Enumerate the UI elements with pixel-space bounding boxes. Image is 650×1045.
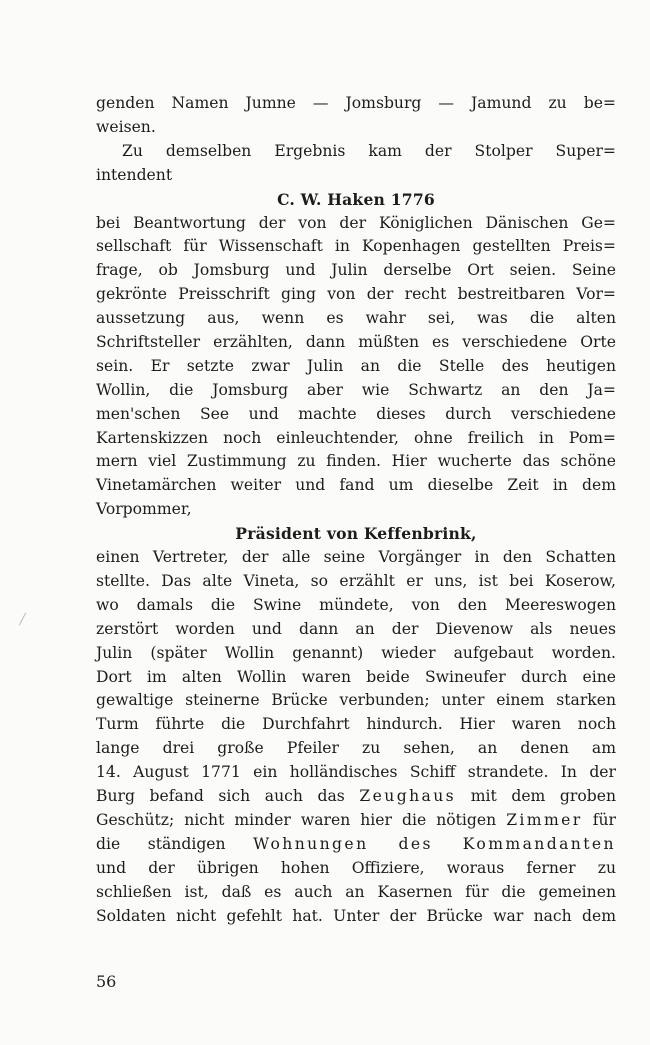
text-line: gewaltige steinerne Brücke verbunden; unter einem starken (96, 691, 616, 710)
text-line: gekrönte Preisschrift ging von der recht bestreitbaren Vor= (96, 285, 616, 304)
text-line: und der übrigen hohen Offiziere, woraus ferner zu (96, 858, 616, 877)
spaced-emphasis: Wohnungen des Kommandanten (253, 834, 616, 853)
text-line: Soldaten nicht gefehlt hat. Unter der Brücke war nach dem (96, 906, 616, 925)
text-line: lange drei große Pfeiler zu sehen, an denen am (96, 739, 616, 758)
text-line (96, 809, 616, 833)
margin-pencil-mark (19, 613, 26, 626)
text-line (96, 833, 616, 857)
page-number: 56 (96, 972, 117, 991)
text-run: Geschütz; nicht minder waren hier die nötigen (96, 810, 497, 829)
text-line: Julin (später Wollin genannt) wieder aufgebaut worden. (96, 643, 616, 662)
text-line: zerstört worden und dann an der Dievenow als neues (96, 619, 616, 638)
text-line: Zu demselben Ergebnis kam der Stolper Super= (122, 141, 616, 160)
text-line: Dort im alten Wollin waren beide Swineufer durch eine (96, 667, 616, 686)
text-line: sein. Er setzte zwar Julin an die Stelle des heutigen (96, 356, 616, 375)
text-line: men'schen See und machte dieses durch verschiedene (96, 404, 616, 423)
section-heading-haken: C. W. Haken 1776 (277, 189, 435, 209)
page-text-block (96, 92, 616, 928)
text-line: mern viel Zustimmung zu finden. Hier wucherte das schöne (96, 452, 616, 471)
text-line: aussetzung aus, wenn es wahr sei, was die alten (96, 309, 616, 328)
text-run: für (592, 810, 616, 829)
text-line: schließen ist, daß es auch an Kasernen für die gemeinen (96, 882, 616, 901)
text-run: die ständigen (96, 834, 226, 853)
text-line: genden Namen Jumne — Jomsburg — Jamund zu be= (96, 94, 616, 112)
text-line: Schriftsteller erzählten, dann müßten es verschiedene Orte (96, 333, 616, 352)
section-heading-keffenbrink: Präsident von Keffenbrink, (235, 524, 477, 544)
text-run: mit dem groben (470, 787, 617, 806)
text-line: wo damals die Swine mündete, von den Meereswogen (96, 595, 616, 614)
text-line: stellte. Das alte Vineta, so erzählt er uns, ist bei Koserow, (96, 572, 616, 591)
text-line: Vorpommer, (96, 500, 192, 519)
text-line: einen Vertreter, der alle seine Vorgänger in den Schatten (96, 548, 616, 567)
text-line: frage, ob Jomsburg und Julin derselbe Ort seien. Seine (96, 261, 616, 280)
text-line: bei Beantwortung der von der Königlichen Dänischen Ge= (96, 213, 616, 232)
text-line: Turm führte die Durchfahrt hindurch. Hier waren noch (96, 715, 616, 734)
text-line: sellschaft für Wissenschaft in Kopenhagen gestellten Preis= (96, 237, 616, 256)
text-line: Wollin, die Jomsburg aber wie Schwartz an den Ja= (96, 380, 616, 399)
text-line: Kartenskizzen noch einleuchtender, ohne freilich in Pom= (96, 428, 616, 447)
text-line (96, 785, 616, 809)
text-line: weisen. (96, 117, 156, 136)
text-line: intendent (96, 165, 173, 184)
spaced-emphasis: Zeughaus (359, 787, 457, 806)
text-line: Vinetamärchen weiter und fand um dieselbe Zeit in dem (96, 476, 616, 495)
text-line: 14. August 1771 ein holländisches Schiff strandete. In der (96, 763, 616, 782)
spaced-emphasis: Zimmer (506, 810, 583, 829)
text-run: Burg befand sich auch das (96, 787, 345, 806)
